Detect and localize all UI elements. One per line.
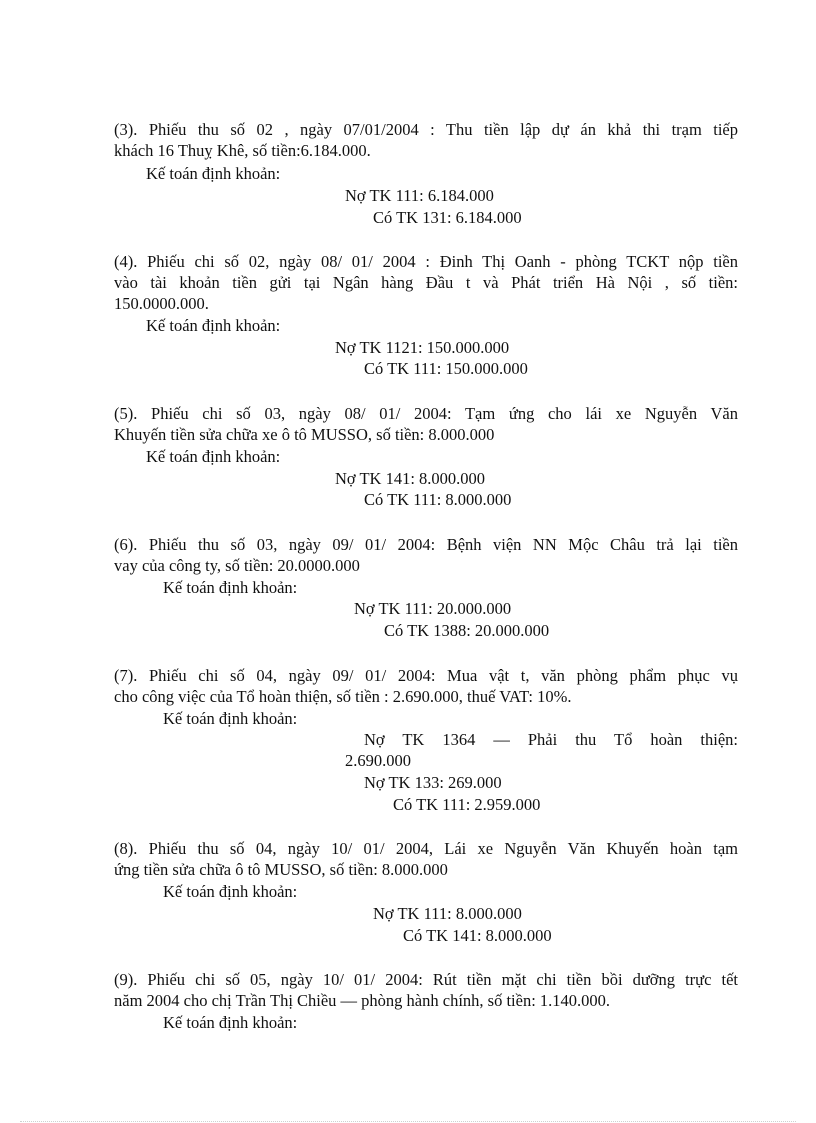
entry-8-line-2: ứng tiền sửa chữa ô tô MUSSO, số tiền: 8.000.000 — [114, 860, 448, 879]
entry-3-label: Kế toán định khoản: — [146, 164, 281, 183]
entry-7-credit: Có TK 111: 2.959.000 — [393, 795, 541, 814]
entry-6-line-2: vay của công ty, số tiền: 20.0000.000 — [114, 556, 360, 575]
entry-4-label: Kế toán định khoản: — [146, 316, 281, 335]
entry-7-debit-line-1: Nợ TK 1364 — Phải thu Tổ hoàn thiện: — [364, 730, 738, 749]
entry-8-line-1: (8). Phiếu thu số 04, ngày 10/ 01/ 2004, Lái xe Nguyễn Văn Khuyến hoàn tạm — [114, 839, 738, 858]
entry-9-line-1: (9). Phiếu chi số 05, ngày 10/ 01/ 2004: Rút tiền mặt chi tiền bồi dưỡng trực tết — [114, 970, 738, 989]
entry-4-debit: Nợ TK 1121: 150.000.000 — [335, 338, 510, 357]
entry-7-label: Kế toán định khoản: — [163, 709, 298, 728]
entry-4-line-3: 150.0000.000. — [114, 294, 209, 313]
entry-7-debit-2: Nợ TK 133: 269.000 — [364, 773, 502, 792]
entry-7-debit-line-2: 2.690.000 — [345, 751, 411, 770]
entry-6-label: Kế toán định khoản: — [163, 578, 298, 597]
entry-3-credit: Có TK 131: 6.184.000 — [373, 208, 522, 227]
entry-5-line-1: (5). Phiếu chi số 03, ngày 08/ 01/ 2004: Tạm ứng cho lái xe Nguyễn Văn — [114, 404, 738, 423]
entry-8-label: Kế toán định khoản: — [163, 882, 298, 901]
entry-5-credit: Có TK 111: 8.000.000 — [364, 490, 512, 509]
entry-3-debit: Nợ TK 111: 6.184.000 — [345, 186, 494, 205]
entry-6-debit: Nợ TK 111: 20.000.000 — [354, 599, 512, 618]
entry-3-line-2: khách 16 Thuỵ Khê, số tiền:6.184.000. — [114, 141, 371, 160]
entry-5-line-2: Khuyến tiền sửa chữa xe ô tô MUSSO, số tiền: 8.000.000 — [114, 425, 495, 444]
entry-4-credit: Có TK 111: 150.000.000 — [364, 359, 528, 378]
entry-4-line-1: (4). Phiếu chi số 02, ngày 08/ 01/ 2004 : Đinh Thị Oanh - phòng TCKT nộp tiền — [114, 252, 738, 271]
entry-6-credit: Có TK 1388: 20.000.000 — [384, 621, 550, 640]
entry-9-line-2: năm 2004 cho chị Trần Thị Chiều — phòng hành chính, số tiền: 1.140.000. — [114, 991, 611, 1010]
entry-5-debit: Nợ TK 141: 8.000.000 — [335, 469, 486, 488]
entry-3-line-1: (3). Phiếu thu số 02 , ngày 07/01/2004 : Thu tiền lập dự án khả thi trạm tiếp — [114, 120, 738, 139]
entry-8-credit: Có TK 141: 8.000.000 — [403, 926, 552, 945]
entry-6-line-1: (6). Phiếu thu số 03, ngày 09/ 01/ 2004: Bệnh viện NN Mộc Châu trả lại tiền — [114, 535, 738, 554]
entry-7-line-1: (7). Phiếu chi số 04, ngày 09/ 01/ 2004: Mua vật t, văn phòng phẩm phục vụ — [114, 666, 738, 685]
entry-9-label: Kế toán định khoản: — [163, 1013, 298, 1032]
entry-4-line-2: vào tài khoản tiền gửi tại Ngân hàng Đầu t và Phát triển Hà Nội , số tiền: — [114, 273, 738, 292]
entry-8-debit: Nợ TK 111: 8.000.000 — [373, 904, 522, 923]
entry-5-label: Kế toán định khoản: — [146, 447, 281, 466]
page-bottom-rule — [20, 1121, 796, 1122]
entry-7-line-2: cho công việc của Tổ hoàn thiện, số tiền : 2.690.000, thuế VAT: 10%. — [114, 687, 572, 706]
